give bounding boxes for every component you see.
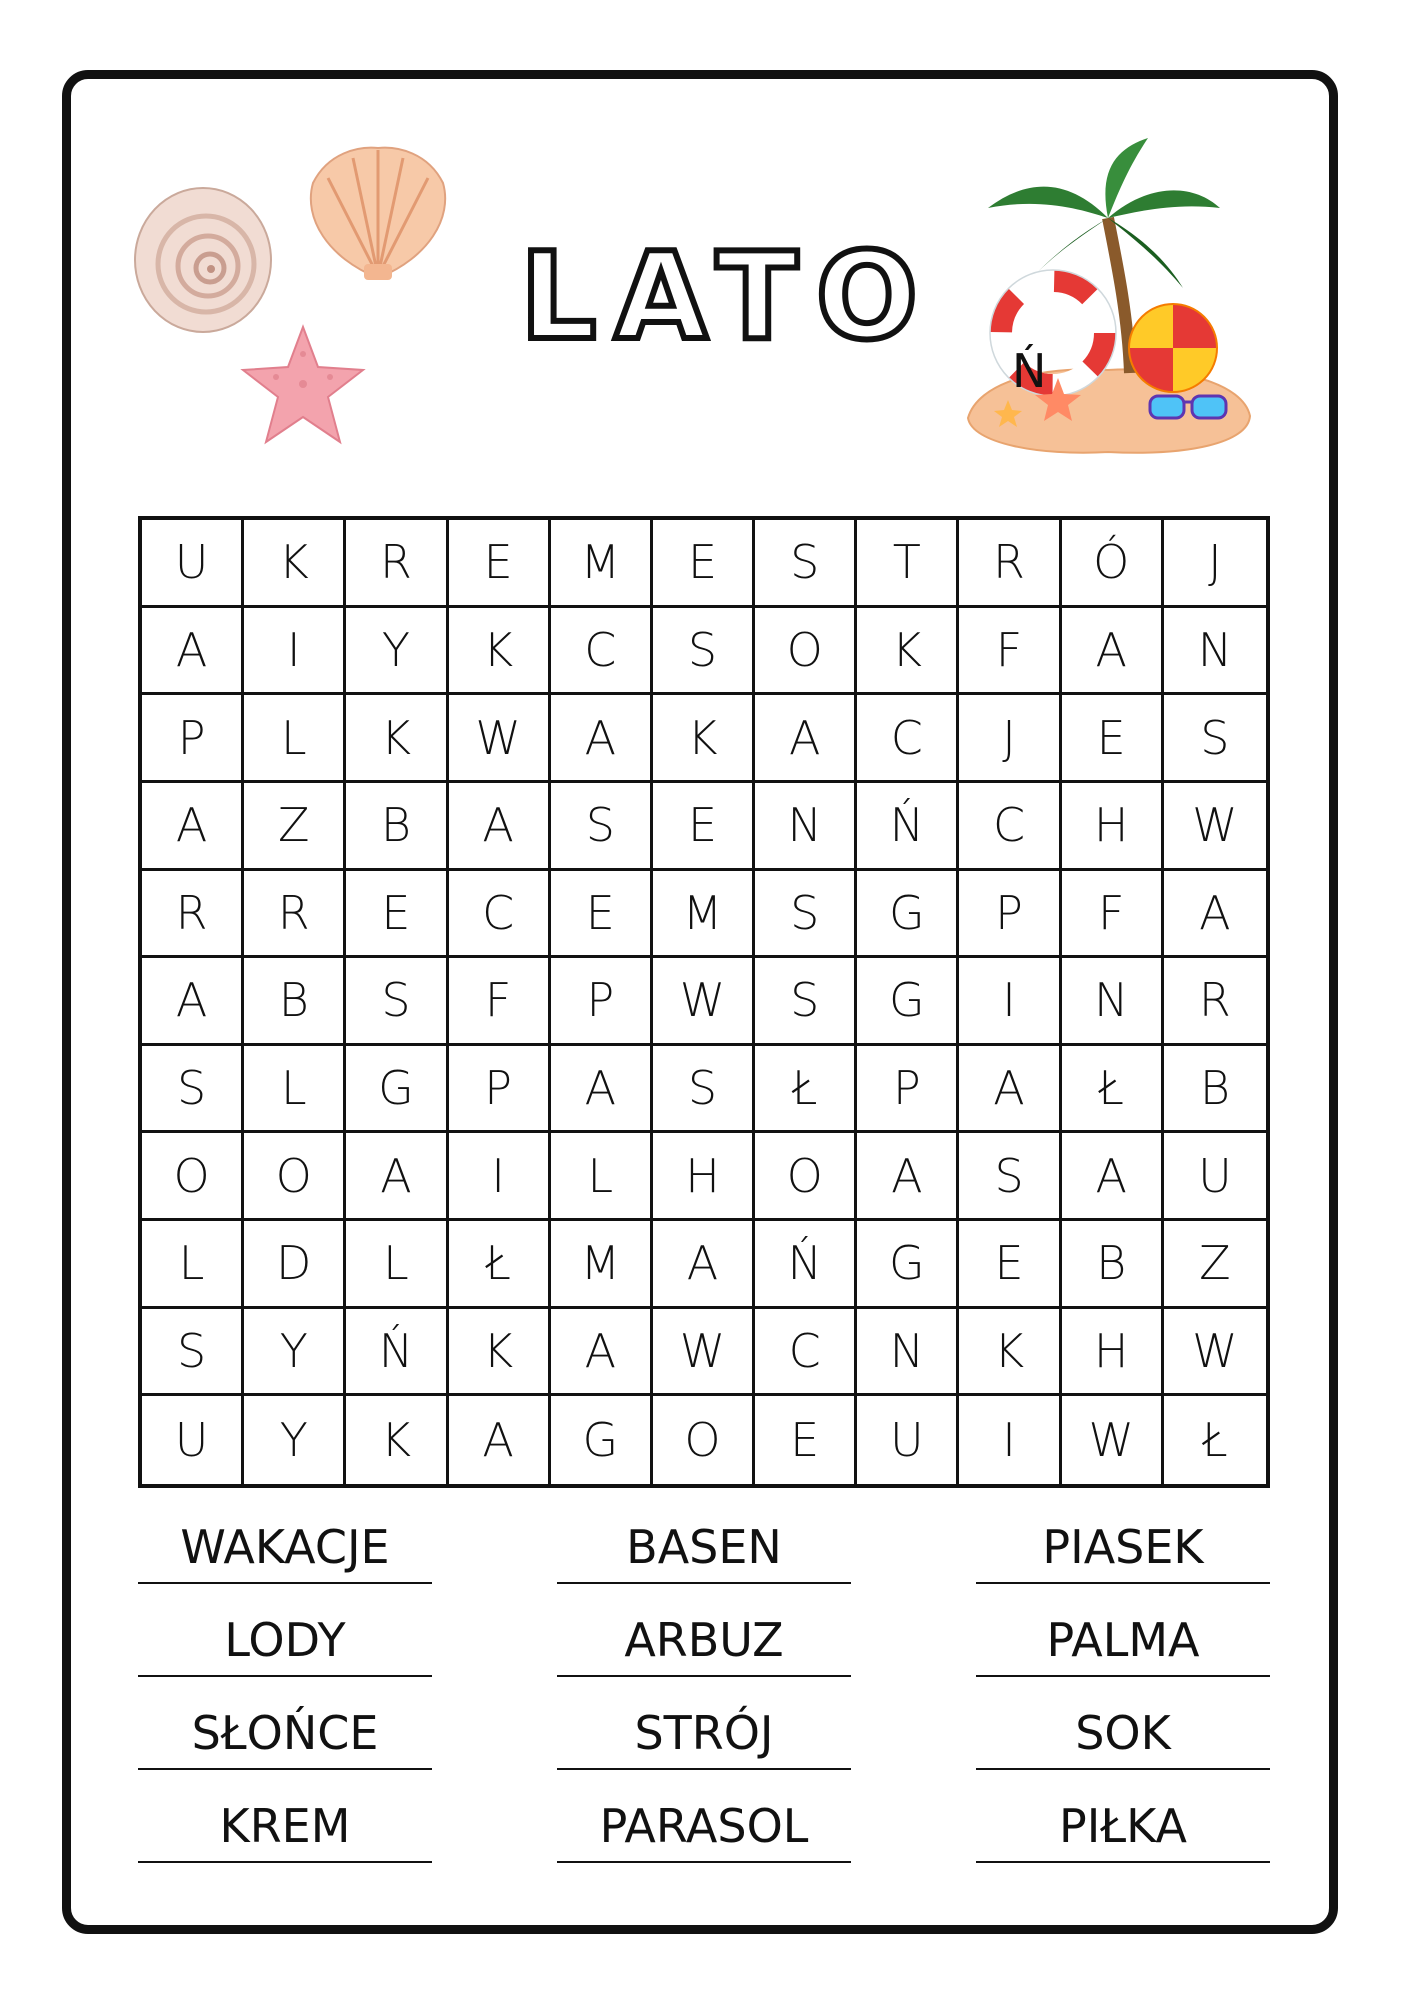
grid-cell[interactable]: M [653, 871, 755, 959]
grid-cell[interactable]: K [959, 1309, 1061, 1397]
grid-cell[interactable]: C [857, 695, 959, 783]
grid-cell[interactable]: W [653, 1309, 755, 1397]
grid-cell[interactable]: F [449, 958, 551, 1046]
grid-cell[interactable]: O [142, 1133, 244, 1221]
word-list-item: LODY [138, 1605, 432, 1677]
grid-cell[interactable]: Y [244, 1396, 346, 1484]
grid-cell[interactable]: O [755, 1133, 857, 1221]
grid-cell[interactable]: K [244, 520, 346, 608]
grid-cell[interactable]: O [653, 1396, 755, 1484]
grid-cell[interactable]: E [551, 871, 653, 959]
grid-cell[interactable]: E [653, 783, 755, 871]
grid-cell[interactable]: B [346, 783, 448, 871]
grid-cell[interactable]: S [755, 520, 857, 608]
word-list-item: SŁOŃCE [138, 1698, 432, 1770]
grid-cell[interactable]: N [857, 1309, 959, 1397]
grid-cell[interactable]: Y [244, 1309, 346, 1397]
grid-cell[interactable]: T [857, 520, 959, 608]
grid-cell[interactable]: A [959, 1046, 1061, 1134]
grid-cell[interactable]: R [142, 871, 244, 959]
grid-cell[interactable]: G [857, 958, 959, 1046]
starfish-icon [238, 322, 368, 447]
grid-cell[interactable]: U [857, 1396, 959, 1484]
word-list-item: PIASEK [976, 1512, 1270, 1584]
grid-cell[interactable]: G [346, 1046, 448, 1134]
grid-cell[interactable]: S [653, 1046, 755, 1134]
grid-cell[interactable]: S [142, 1046, 244, 1134]
grid-cell[interactable]: A [1062, 1133, 1164, 1221]
word-search-grid [138, 516, 1270, 1488]
grid-cell[interactable]: D [244, 1221, 346, 1309]
grid-cell[interactable]: P [959, 871, 1061, 959]
grid-cell[interactable]: A [1164, 871, 1266, 959]
grid-cell[interactable]: K [449, 608, 551, 696]
grid-cell[interactable]: O [244, 1133, 346, 1221]
grid-cell[interactable]: E [653, 520, 755, 608]
grid-cell[interactable]: S [653, 608, 755, 696]
grid-cell[interactable]: Ń [755, 1221, 857, 1309]
grid-cell[interactable]: A [449, 1396, 551, 1484]
grid-cell[interactable]: Z [244, 783, 346, 871]
grid-cell[interactable]: W [1164, 783, 1266, 871]
grid-cell[interactable]: B [244, 958, 346, 1046]
grid-cell[interactable]: C [449, 871, 551, 959]
grid-cell[interactable]: K [346, 695, 448, 783]
grid-cell[interactable]: C [755, 1309, 857, 1397]
grid-cell[interactable]: Ł [1201, 1413, 1228, 1468]
grid-cell[interactable]: S [346, 958, 448, 1046]
grid-cell[interactable]: P [551, 958, 653, 1046]
word-list-item: BASEN [557, 1512, 851, 1584]
grid-cell[interactable]: A [551, 695, 653, 783]
grid-cell[interactable]: F [959, 608, 1061, 696]
grid-cell[interactable]: Ł [449, 1221, 551, 1309]
grid-cell[interactable]: C [959, 783, 1061, 871]
grid-cell[interactable]: A [142, 608, 244, 696]
grid-cell[interactable]: K [857, 608, 959, 696]
grid-cell[interactable]: L [244, 695, 346, 783]
grid-cell[interactable]: J [959, 695, 1061, 783]
grid-cell[interactable]: E [1062, 695, 1164, 783]
grid-cell[interactable]: F [1062, 871, 1164, 959]
grid-cell[interactable]: E [755, 1396, 857, 1484]
grid-cell[interactable]: Ń [346, 1309, 448, 1397]
grid-cell[interactable]: I [959, 1396, 1061, 1484]
grid-cell[interactable]: E [346, 871, 448, 959]
grid-cell[interactable]: A [1062, 608, 1164, 696]
grid-cell[interactable]: O [755, 608, 857, 696]
grid-cell[interactable]: Ł [755, 1046, 857, 1134]
grid-cell[interactable]: E [959, 1221, 1061, 1309]
grid-cell[interactable]: G [857, 871, 959, 959]
spiral-seashell-icon [128, 178, 278, 338]
word-list [138, 1512, 1270, 1872]
grid-cell[interactable]: L [244, 1046, 346, 1134]
grid-cell[interactable]: Ó [1062, 520, 1164, 608]
word-list-item: WAKACJE [138, 1512, 432, 1584]
grid-cell[interactable]: A [142, 783, 244, 871]
word-list-item: ARBUZ [557, 1605, 851, 1677]
grid-cell[interactable]: S [755, 871, 857, 959]
grid-cell[interactable]: L [142, 1221, 244, 1309]
grid-cell[interactable]: S [551, 783, 653, 871]
grid-cell[interactable]: U [142, 520, 244, 608]
grid-cell[interactable]: I [449, 1133, 551, 1221]
grid-cell[interactable]: S [142, 1309, 244, 1397]
grid-cell[interactable]: H [1062, 1309, 1164, 1397]
grid-cell[interactable]: A [551, 1046, 653, 1134]
grid-cell[interactable]: P [857, 1046, 959, 1134]
scallop-shell-icon [298, 138, 458, 288]
grid-cell[interactable]: L [346, 1221, 448, 1309]
grid-cell[interactable]: G [551, 1396, 653, 1484]
grid-cell[interactable]: A [551, 1309, 653, 1397]
word-list-item: STRÓJ [557, 1698, 851, 1770]
grid-cell[interactable]: I [244, 608, 346, 696]
grid-cell[interactable]: C [551, 608, 653, 696]
grid-cell[interactable]: E [449, 520, 551, 608]
grid-cell[interactable]: K [449, 1309, 551, 1397]
grid-cell[interactable]: W [1062, 1396, 1164, 1484]
grid-cell[interactable]: H [1062, 783, 1164, 871]
beach-island-palm-icon [958, 138, 1258, 468]
grid-cell[interactable]: A [449, 783, 551, 871]
grid-cell[interactable]: H [653, 1133, 755, 1221]
grid-cell[interactable]: A [857, 1133, 959, 1221]
grid-cell[interactable]: I [959, 958, 1061, 1046]
grid-cell[interactable]: J [1164, 520, 1266, 608]
grid-cell[interactable]: R [346, 520, 448, 608]
grid-cell[interactable]: W [1164, 1309, 1266, 1397]
grid-cell[interactable]: G [857, 1221, 959, 1309]
grid-cell[interactable]: A [755, 695, 857, 783]
grid-cell[interactable]: M [551, 1221, 653, 1309]
page-title: LATO [520, 228, 936, 367]
grid-cell[interactable]: L [551, 1133, 653, 1221]
grid-cell[interactable]: Y [346, 608, 448, 696]
grid-cell[interactable]: W [449, 695, 551, 783]
grid-cell[interactable]: R [1164, 958, 1266, 1046]
grid-cell[interactable]: S [1164, 695, 1266, 783]
grid-cell[interactable]: N [1164, 608, 1266, 696]
word-list-item: KREM [138, 1791, 432, 1863]
grid-cell[interactable]: U [142, 1396, 244, 1484]
grid-cell[interactable]: Z [1164, 1221, 1266, 1309]
grid-cell[interactable]: P [142, 695, 244, 783]
word-list-item: PARASOL [557, 1791, 851, 1863]
grid-cell[interactable]: B [1062, 1221, 1164, 1309]
grid-cell[interactable]: S [755, 958, 857, 1046]
grid-cell[interactable]: N [755, 783, 857, 871]
grid-cell[interactable]: R [959, 520, 1061, 608]
grid-cell[interactable]: K [346, 1396, 448, 1484]
grid-cell[interactable]: P [449, 1046, 551, 1134]
grid-cell[interactable]: A [653, 1221, 755, 1309]
grid-cell[interactable]: A [346, 1133, 448, 1221]
stray-letter: Ń [1012, 344, 1047, 398]
grid-cell[interactable]: R [244, 871, 346, 959]
grid-cell[interactable]: M [551, 520, 653, 608]
grid-cell[interactable]: N [1062, 958, 1164, 1046]
grid-cell[interactable]: U [1164, 1133, 1266, 1221]
grid-cell[interactable]: B [1164, 1046, 1266, 1134]
grid-cell[interactable]: Ł [1062, 1046, 1164, 1134]
word-list-item: PIŁKA [976, 1791, 1270, 1863]
word-list-item: PALMA [976, 1605, 1270, 1677]
grid-cell[interactable]: A [142, 958, 244, 1046]
grid-cell[interactable]: S [959, 1133, 1061, 1221]
word-list-item: SOK [976, 1698, 1270, 1770]
grid-cell[interactable]: K [653, 695, 755, 783]
grid-cell[interactable]: Ń [857, 783, 959, 871]
grid-cell[interactable]: W [653, 958, 755, 1046]
